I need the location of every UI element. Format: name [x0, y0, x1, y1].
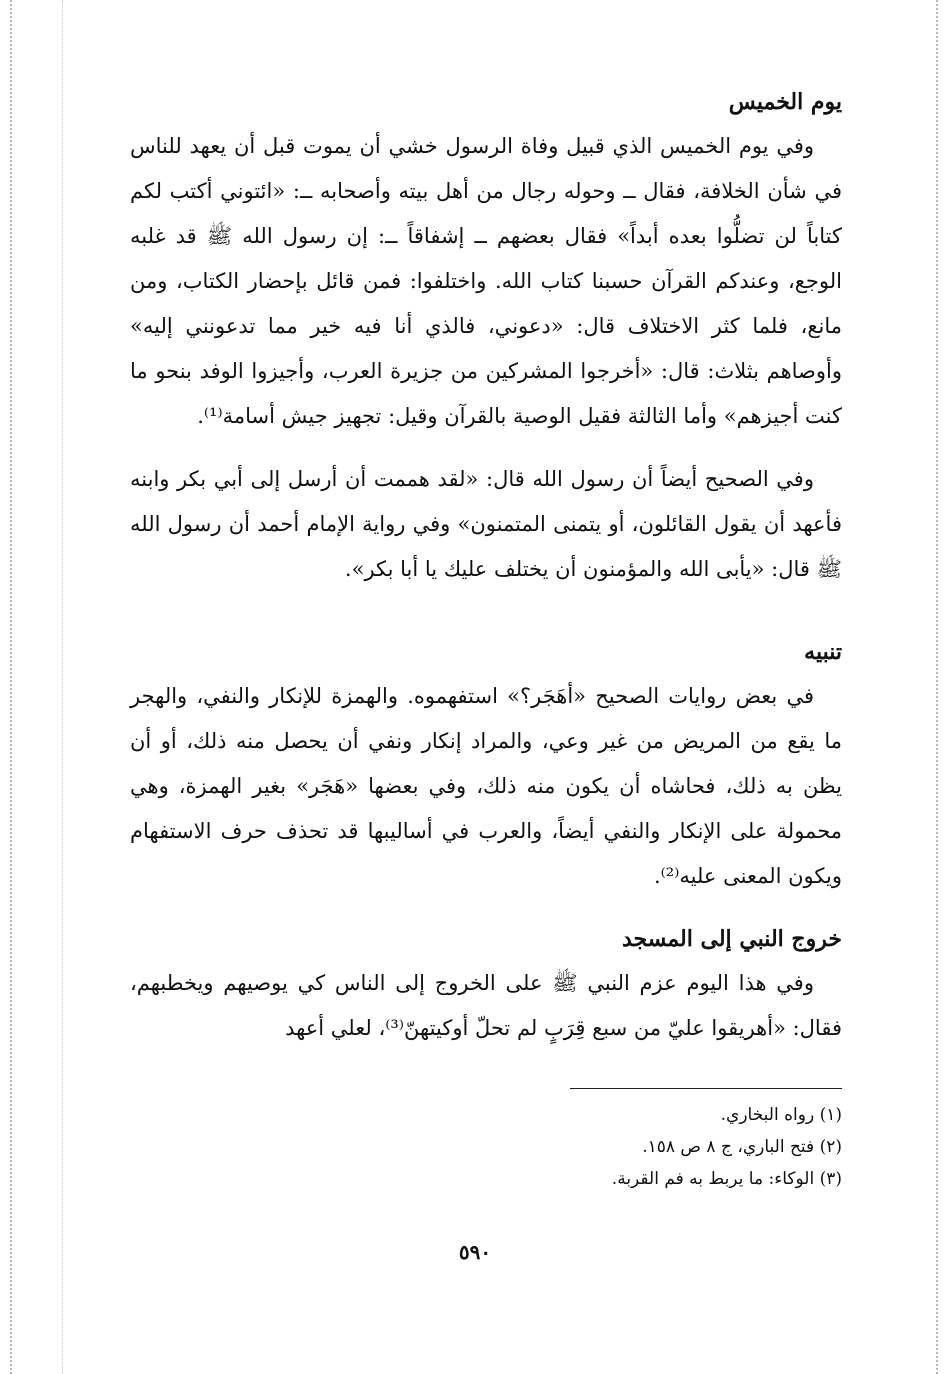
footnote: (١) رواه البخاري.: [720, 1105, 842, 1125]
footnote: (٣) الوكاء: ما يربط به فم القربة.: [611, 1169, 842, 1189]
section-heading: يوم الخميس: [728, 89, 842, 115]
paragraph: وفي هذا اليوم عزم النبي ﷺ على الخروج إلى الناس كي يوصيهم ويخطبهم، فقال: «أهريقوا عليّ من سبع قِرَبٍ لم تحلّ أوكيتهنّ⁽³⁾، لعلي أعهد: [130, 971, 842, 1040]
spacer: [130, 610, 842, 630]
margin-dotted-line-inner: [62, 0, 63, 1374]
page-body: [130, 80, 842, 1069]
section-heading: تنبيه: [804, 639, 842, 665]
margin-dotted-line-right: [936, 0, 938, 1374]
page-number: ٥٩٠: [458, 1240, 492, 1264]
section-prophet-to-mosque: [130, 917, 842, 1051]
paragraph: وفي الصحيح أيضاً أن رسول الله قال: «لقد هممت أن أرسل إلى أبي بكر وابنه فأعهد أن يقول القائلون، أو يتمنى المتمنون» وفي رواية الإمام أحمد أن رسول الله ﷺ قال: «يأبى الله والمؤمنون أن يختلف عليك يا أبا بكر».: [130, 467, 842, 581]
paragraph: وفي يوم الخميس الذي قبيل وفاة الرسول خشي أن يموت قبل أن يعهد للناس في شأن الخلافة، فقال ــ وحوله رجال من أهل بيته وأصحابه ــ: «ائتوني أكتب لكم كتاباً لن تضلُّوا بعده أبداً» فقال بعضهم ــ إشفاقاً ــ: إن رسول الله ﷺ قد غلبه الوجع، وعندكم القرآن حسبنا كتاب الله. واختلفوا: فمن قائل بإحضار الكتاب، ومن مانع، فلما كثر الاختلاف قال: «دعوني، فالذي أنا فيه خير مما تدعونني إليه» وأوصاهم بثلاث: قال: «أخرجوا المشركين من جزيرة العرب، وأجيزوا الوفد بنحو ما كنت أجيزهم» وأما الثالثة فقيل الوصية بالقرآن وقيل: تجهيز جيش أسامة⁽¹⁾.: [130, 134, 842, 428]
section-heading: خروج النبي إلى المسجد: [621, 926, 842, 952]
footnote: (٢) فتح الباري، ج ٨ ص ١٥٨.: [642, 1137, 842, 1157]
section-note: [130, 630, 842, 899]
paragraph: في بعض روايات الصحيح «أهَجَر؟» استفهموه. والهمزة للإنكار والنفي، والهجر ما يقع من المريض من غير وعي، والمراد إنكار ونفي أن يحصل منه ذلك، أو أن يظن به ذلك، فحاشاه أن يكون منه ذلك، وفي بعضها «هَجَر» بغير الهمزة، وهي محمولة على الإنكار والنفي أيضاً، والعرب في أساليبها قد تحذف حرف الاستفهام ويكون المعنى عليه⁽²⁾.: [130, 684, 842, 888]
footnotes: [570, 1088, 842, 1195]
margin-dotted-line-left: [10, 0, 12, 1374]
section-thursday: [130, 80, 842, 592]
